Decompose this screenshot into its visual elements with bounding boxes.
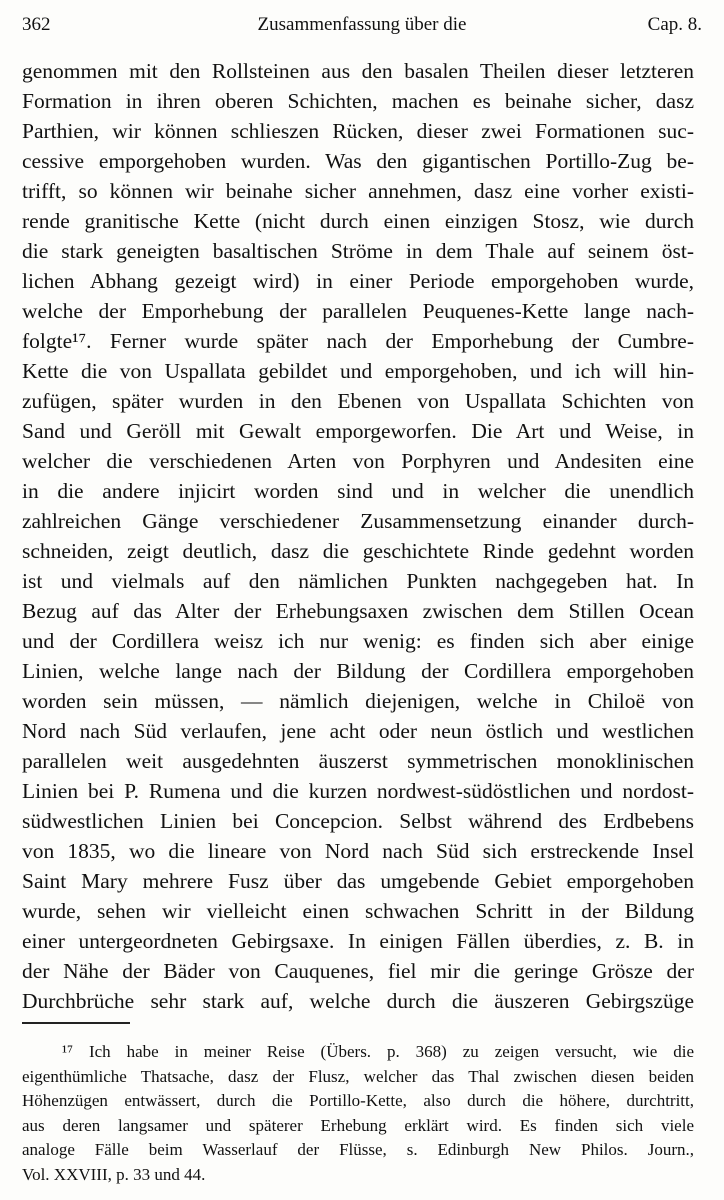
text-line: schneiden, zeigt deutlich, dasz die geschichtete Rinde gedehnt worden [22,539,694,563]
text-line: einer untergeordneten Gebirgsaxe. In einigen Fällen überdies, z. B. in [22,929,694,953]
text-line: wurde, sehen wir vielleicht einen schwachen Schritt in der Bildung [22,899,694,923]
footnote-line: Vol. XXVIII, p. 33 und 44. [22,1164,206,1184]
page-header [22,14,702,44]
text-line: ist und vielmals auf den nämlichen Punkten nachgegeben hat. In [22,569,694,593]
text-line: Formation in ihren oberen Schichten, machen es beinahe sicher, dasz [22,89,694,113]
text-line: zahlreichen Gänge verschiedener Zusammensetzung einander durch- [22,509,694,533]
footnote-line: ¹⁷ Ich habe in meiner Reise (Übers. p. 368) zu zeigen versucht, wie die [62,1042,694,1061]
footnote-line: eigenthümliche Thatsache, dasz der Flusz, welcher das Thal zwischen diesen beiden [22,1066,694,1086]
text-line: südwestlichen Linien bei Concepcion. Selbst während des Erdbebens [22,809,694,833]
text-line: von 1835, wo die lineare von Nord nach Süd sich erstreckende Insel [22,839,694,863]
text-line: lichen Abhang gezeigt wird) in einer Periode emporgehoben wurde, [22,269,694,293]
text-line: worden sein müssen, — nämlich diejenigen, welche in Chiloë von [22,689,694,713]
text-line: zufügen, später wurden in den Ebenen von Uspallata Schichten von [22,389,694,413]
text-line: rende granitische Kette (nicht durch einen einzigen Stosz, wie durch [22,209,694,233]
text-line: folgte¹⁷. Ferner wurde später nach der Emporhebung der Cumbre- [22,329,694,353]
footnote [22,1040,694,1187]
text-line: Durchbrüche sehr stark auf, welche durch die äuszeren Gebirgszüge [22,989,694,1013]
text-line: genommen mit den Rollsteinen aus den basalen Theilen dieser letzteren [22,59,694,83]
chapter-label: Cap. 8. [647,14,702,35]
text-line: Kette die von Uspallata gebildet und emporgehoben, und ich will hin- [22,359,694,383]
page-number: 362 [22,14,51,35]
footnote-line: aus deren langsamer und späterer Erhebung erklärt wird. Es finden sich viele [22,1115,694,1135]
text-line: in die andere injicirt worden sind und in welcher die unendlich [22,479,694,503]
text-line: Nord nach Süd verlaufen, jene acht oder neun östlich und westlichen [22,719,694,743]
text-line: Bezug auf das Alter der Erhebungsaxen zwischen dem Stillen Ocean [22,599,694,623]
text-line: Saint Mary mehrere Fusz über das umgebende Gebiet emporgehoben [22,869,694,893]
footnote-divider [22,1022,130,1024]
text-line: Parthien, wir können schlieszen Rücken, dieser zwei Formationen suc- [22,119,694,143]
text-line: Linien, welche lange nach der Bildung der Cordillera emporgehoben [22,659,694,683]
text-line: trifft, so können wir beinahe sicher annehmen, dasz eine vorher existi- [22,179,694,203]
text-line: der Nähe der Bäder von Cauquenes, fiel mir die geringe Grösze der [22,959,694,983]
footnote-line: Höhenzügen entwässert, durch die Portillo-Kette, also durch die höhere, durchtritt, [22,1091,694,1110]
text-line: welcher die verschiedenen Arten von Porphyren und Andesiten eine [22,449,694,473]
text-line: cessive emporgehoben wurden. Was den gigantischen Portillo-Zug be- [22,149,694,173]
footnote-line: analoge Fälle beim Wasserlauf der Flüsse, s. Edinburgh New Philos. Journ., [22,1140,694,1159]
text-line: welche der Emporhebung der parallelen Peuquenes-Kette lange nach- [22,299,694,323]
text-line: Linien bei P. Rumena und die kurzen nordwest-südöstlichen und nordost- [22,779,694,803]
text-line: die stark geneigten basaltischen Ströme in dem Thale auf seinem öst- [22,239,694,263]
text-line: Sand und Geröll mit Gewalt emporgeworfen. Die Art und Weise, in [22,419,694,443]
text-line: parallelen weit ausgedehnten äuszerst symmetrischen monoklinischen [22,749,694,773]
text-line: und der Cordillera weisz ich nur wenig: es finden sich aber einige [22,629,694,653]
running-title: Zusammenfassung über die [257,14,467,35]
main-text [22,56,694,1016]
